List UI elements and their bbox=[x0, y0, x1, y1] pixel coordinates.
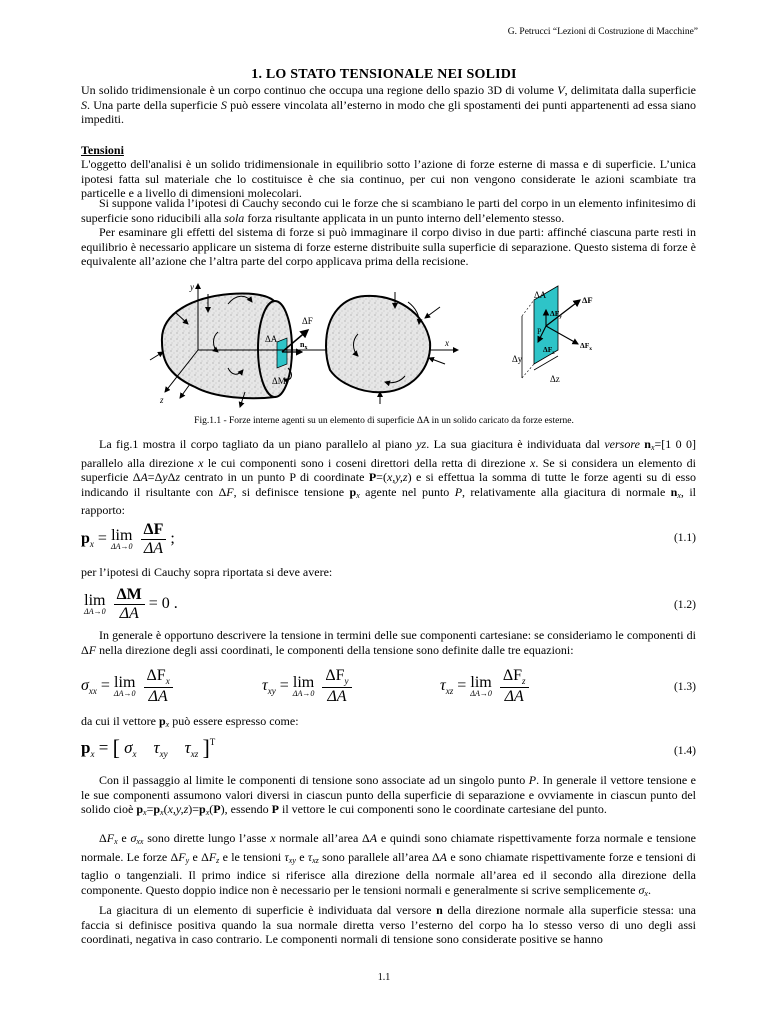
label-x: x bbox=[445, 338, 449, 348]
label-right-dA: ΔA bbox=[534, 290, 547, 300]
paragraph-9: ΔFx e σxx sono dirette lungo l’asse x normale all’area ΔA e quindi sono chiamate rispettivamente forza normale e tensione normale. Le forze ΔFy e ΔFz e le tensioni τxy e τxz sono parallele all’area ΔA e sono chiamate rispettivamente forze e tensioni di taglio o tangenziali. Il primo indice si riferisce alla direzione della normale all’area ed il secondo alla direzione della componente. Questo doppio indice non è necessario per le tensioni normali e generalmente si scrive semplicemente σx. bbox=[81, 831, 697, 898]
label-dA: ΔA bbox=[265, 334, 278, 344]
equation-1-2: lim ΔA→0 $\frac{\Delta M}{\Delta A}$ = 0 . bbox=[84, 586, 178, 622]
equation-1-3b: $\tau_{xy}$ = lim ΔA→0 $\frac{\Delta F_y}{\Delta A}$ bbox=[262, 668, 352, 705]
paragraph-5: per l’ipotesi di Cauchy sopra riportata si deve avere: bbox=[81, 565, 333, 579]
equation-1-3c: $\tau_{xz}$ = lim ΔA→0 $\frac{\Delta F_z}{\Delta A}$ bbox=[440, 668, 529, 705]
paragraph-4: La fig.1 mostra il corpo tagliato da un piano parallelo al piano yz. La sua giacitura è individuata dal versore nx=[1 0 0] parallelo alla direzione x le cui componenti sono i coseni direttori della retta di direzione x. Se si considera un elemento di superficie ΔA=ΔyΔz centrato in un punto P di coordinate P=(x,y,z) e si effettua la somma di tutte le forze agenti su di esso indicando il risultante con ΔF, si definisce tensione px agente nel punto P, relativamente alla giacitura di normale nx, il rapporto: bbox=[81, 437, 697, 518]
label-dM: ΔM bbox=[272, 376, 286, 386]
equation-number-1-4: (1.4) bbox=[673, 745, 696, 757]
label-right-dFy: $\Delta F_y$ bbox=[550, 309, 563, 320]
figure-1-1 bbox=[140, 272, 610, 412]
label-nx: $n_x$ bbox=[300, 340, 308, 351]
equation-number-1-1: (1.1) bbox=[673, 532, 696, 544]
label-y: y bbox=[190, 282, 194, 292]
paragraph-3: Per esaminare gli effetti del sistema di forze si può immaginare il corpo diviso in due parti: affinché ciascuna parte resti in equilibrio è necessario applicare un sistema di forze esterne distribuite sulla superficie di separazione. Questo sistema di forze è equivalente all’azione che l’altra parte del corpo applicava prima della recisione. bbox=[81, 225, 696, 269]
equation-1-1: $p_x$ = lim ΔA→0 $\frac{\Delta F}{\Delta A}$ ; bbox=[81, 521, 175, 557]
label-right-dFz: $\Delta F_z$ bbox=[543, 345, 555, 356]
label-right-dz: Δz bbox=[550, 374, 560, 384]
section-title: Tensioni bbox=[81, 143, 124, 157]
label-right-dF: ΔF bbox=[582, 295, 593, 305]
label-right-dFx: $\Delta F_x$ bbox=[580, 341, 593, 352]
label-dF: ΔF bbox=[302, 316, 313, 326]
equation-1-3a: $\sigma_{xx}$ = lim ΔA→0 $\frac{\Delta F_x}{\Delta A}$ bbox=[81, 668, 173, 705]
paragraph-7: da cui il vettore px può essere espresso come: bbox=[81, 714, 299, 729]
area-element bbox=[277, 338, 287, 368]
intro-paragraph: Un solido tridimensionale è un corpo continuo che occupa una regione dello spazio 3D di volume V, delimitata dalla superficie S. Una parte della superficie S può essere vincolata all’esterno in modo che gli spostamenti dei punti appartenenti ad essa siano impediti. bbox=[81, 83, 696, 127]
label-z: z bbox=[160, 395, 164, 405]
label-right-dy: Δy bbox=[512, 354, 523, 364]
label-right-P: P bbox=[537, 327, 542, 336]
paragraph-1: L'oggetto dell'analisi è un solido tridimensionale in equilibrio sotto l’azione di forze esterne di massa e di superficie. L’unica ipotesi fatta sul materiale che lo costituisce è che sia continuo, per cui non vengono considerate le azioni scambiate tra particelle e a livello di dimensioni molecolari. bbox=[81, 157, 696, 201]
paragraph-2: Si suppone valida l’ipotesi di Cauchy secondo cui le forze che si scambiano le parti del corpo in un elemento infinitesimo di superficie sono riducibili alla sola forza risultante applicata in un punto interno dell’elemento stesso. bbox=[81, 196, 696, 225]
paragraph-10: La giacitura di un elemento di superficie è individuata dal versore n della direzione normale alla superficie stessa: una faccia si definisce positiva quando la sua normale diretta verso l’esterno del corpo ha lo stesso verso di uno degli assi coordinati, negativa in caso contrario. Le componenti normali di tensione sono considerate positive se hanno bbox=[81, 903, 696, 947]
paragraph-8: Con il passaggio al limite le componenti di tensione sono associate ad un singolo punto P. In generale il vettore tensione e le sue componenti assumono valori diversi in ciascun punto della superficie di separazione e ovviamente in ciascun punto del solido cioè px=px(x,y,z)=px(P), essendo P il vettore le cui componenti sono le coordinate cartesiane del punto. bbox=[81, 773, 696, 818]
page-number: 1.1 bbox=[377, 972, 391, 983]
right-body-shape bbox=[326, 296, 430, 392]
chapter-title: 1. LO STATO TENSIONALE NEI SOLIDI bbox=[251, 67, 517, 82]
paragraph-6: In generale è opportuno descrivere la tensione in termini delle sue componenti cartesiane: se consideriamo le componenti di ΔF nella direzione degli assi coordinati, le componenti della tensione sono definite dalle tre equazioni: bbox=[81, 628, 696, 657]
figure-caption: Fig.1.1 - Forze interne agenti su un elemento di superficie ΔA in un solido caricato da forze esterne. bbox=[194, 416, 574, 426]
equation-1-4: $p_x$ = [ $\sigma_x$ $\tau_{xy}$ $\tau_{xz}$ ]$^T$ bbox=[81, 735, 216, 760]
running-header: G. Petrucci “Lezioni di Costruzione di Macchine” bbox=[507, 27, 698, 37]
equation-number-1-2: (1.2) bbox=[673, 599, 696, 611]
equation-number-1-3: (1.3) bbox=[673, 681, 696, 693]
